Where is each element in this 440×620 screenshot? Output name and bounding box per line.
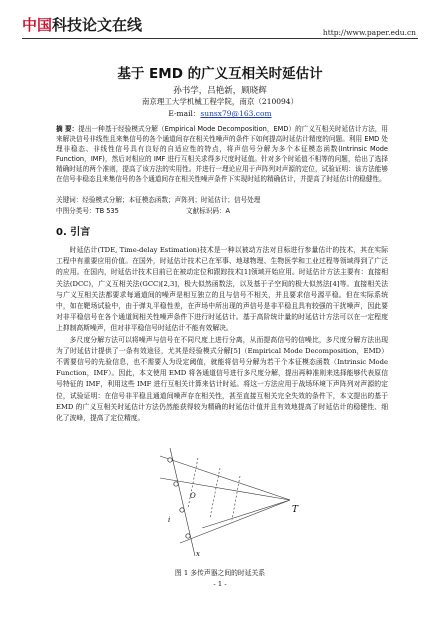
abstract-label: 摘 要： (56, 125, 79, 133)
figure-microphone-diagram (140, 438, 310, 563)
abstract-text: 提出一种基于经验模式分解（Empirical Mode Decomposition，EMD）的广义互相关时延估计方法，用来解决信号非线性且来集信号的各个通道间存在相关性噪声的条件下如何提高时延估计精度的问题。利用 EMD 处理非稳态、非线性信号具有良好的自适应性的特点，将声信号分解为多个本征模态函数(Intrinsic Mode Function，IMF)，然后对相应的 IMF 进行互相关求得多尺度时延值。针对多个时延值不相等的问题，给出了选择精确时延的两个准则，提高了该方法的实用性。并进行一理论应用于声阵列对声源的定位，试验证明：该方法能够在信号非稳态且来集信号的各个通道间存在相关性噪声条件下实现时延的精确估计，并提高了时延估计的稳健性。 (56, 125, 388, 183)
paper-affiliation: 南京理工大学机械工程学院，南京（210094） (141, 97, 299, 106)
site-url[interactable]: http://www.paper.edu.cn (322, 28, 416, 37)
ray-line-3 (180, 500, 290, 543)
paper-authors: 孙书学，吕艳新，顾晓辉 (173, 86, 267, 96)
logo-dark-text: 科技论文在线 (52, 16, 143, 34)
document-code: 文献标识码：A (186, 207, 231, 215)
paper-email-line (0, 108, 440, 119)
paragraph-2: 多尺度分解方法可以将噪声与信号在不同尺度上进行分离，从而提高信号的信噪比，多尺度分解方法出现为了时延估计提供了一条有效途径，尤其是经验模式分解[5]（Empirical Mode Decomposition，EMD）不需要信号的先验信息，也不需要人为设定阈值，就能将信号分解为若干个本征模态函数（Intrinsic Mode Function，IMF）。因此，本文使用 EMD 将各通道信号进行多尺度分解，提出再种准则来选择能够代表原信号特征的 IMF，利用这些 IMF 进行互相关计算来估计时延。将这一方法应用于战场环境下声阵列对声源的定位，试验证明：在信号非平稳且通道间噪声存在相关性，甚至直接互相关完全失效的条件下，本文提出的基于 EMD 的广义互相关时延估计方法仍然能获得较为精确的时延估计值并且有效地提高了时延估计的稳健性、细化了波峰，提高了定位精度。 (56, 335, 388, 423)
microphone-node-1 (168, 458, 172, 462)
paper-title: 基于 EMD 的广义互相关时延估计 (117, 66, 323, 82)
classification-row (56, 205, 388, 215)
microphone-node-3 (180, 508, 184, 512)
site-logo[interactable] (22, 14, 142, 35)
logo-red-text: 中国 (22, 16, 53, 34)
label-O: O (190, 492, 196, 500)
email-link[interactable]: sunsx79@163.com (200, 109, 272, 118)
microphone-node-2 (174, 482, 178, 486)
ray-line-4 (202, 500, 290, 528)
paragraph-1: 时延估计(TDE, Time-delay Estimation)技术是一种以被动方法对目标进行参量估计的技术，其在实际工程中有重要应用价值。在国外，时延估计技术已在军事、地球物理、生物医学和工业过程等领域得到了广泛的应用。在国内，时延估计技术目前已在被动定位和跟踪技术[1]领域开始应用。时延估计方法主要有：直接相关法(DCC)，广义互相关法(GCC)[2,3]，极大似然函数法，以及基于子空间的极大似然法[4]等。直接相关法与广义互相关法都要求每通道间的噪声是相互独立的且与信号不相关，并且要求信号源平稳。但在实际系统中，如在靶场试验中，由于弹丸平稳性差，在声场中所出现的声信号是非平稳且具有较强的干扰噪声，因此要对非平稳信号在各个通道间相关性噪声条件下进行时延估计。基于高阶统计量的时延估计方法可以在一定程度上抑制高斯噪声，但对非平稳信号时延估计不能有效解决。 (56, 246, 388, 333)
keywords: 关键词：经验模式分解；本征模态函数；声阵列；时延估计；信号处理 (56, 196, 261, 204)
header-divider (22, 38, 418, 39)
ray-line-1 (160, 456, 290, 500)
clc-number: 中图分类号：TB 535 (56, 207, 119, 215)
label-T: T (292, 505, 299, 515)
microphone-node-4 (186, 534, 190, 538)
abstract (56, 125, 388, 184)
body-text (56, 245, 388, 424)
page-number: - 1 - (213, 580, 227, 588)
label-x: x (196, 550, 200, 558)
label-i: i (168, 516, 171, 524)
site-header (0, 0, 440, 40)
array-axis-line (170, 448, 195, 556)
section-heading-intro: 0. 引言 (56, 227, 91, 238)
figure-caption: 图 1 多传声器之间的时延关系 (174, 569, 266, 577)
email-label: E-mail： (168, 109, 201, 118)
